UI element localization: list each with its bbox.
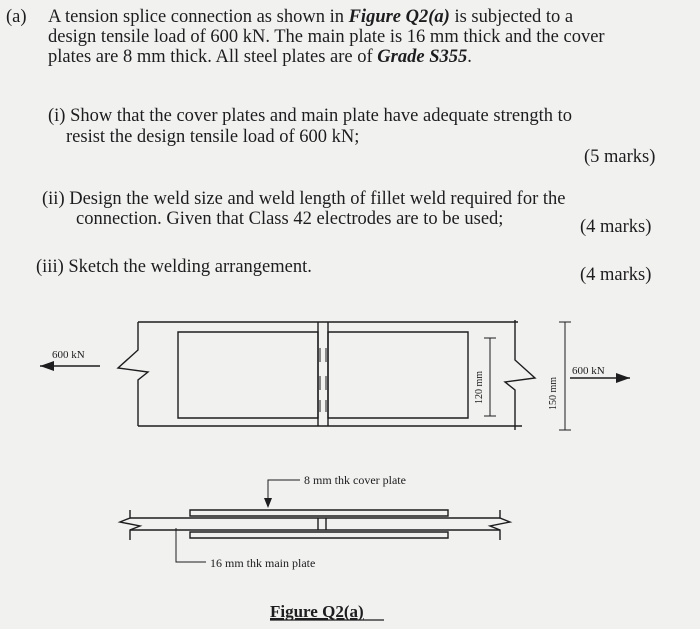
subpart-i-line-1: (i) Show that the cover plates and main plate have adequate strength to	[48, 106, 572, 126]
main-plate-elevation	[130, 518, 500, 530]
question-line-2: design tensile load of 600 kN. The main plate is 16 mm thick and the cover	[48, 27, 605, 47]
question-line-1-text: A tension splice connection as shown in	[48, 7, 349, 27]
left-cover-plate-outline	[178, 332, 318, 418]
dim-inner-line	[484, 338, 496, 416]
subpart-iii-line-1: (iii) Sketch the welding arrangement.	[36, 257, 312, 277]
subpart-ii-line-1: (ii) Design the weld size and weld length of fillet weld required for the	[42, 189, 566, 209]
subpart-ii-marks: (4 marks)	[580, 217, 652, 237]
dim-inner-label: 120 mm	[474, 370, 485, 404]
left-arrow-head	[40, 361, 54, 371]
right-cover-plate-outline	[328, 332, 468, 418]
subpart-iii-marks: (4 marks)	[580, 265, 652, 285]
left-main-plate-outline	[138, 322, 522, 426]
elevation-left-break	[120, 510, 140, 540]
question-line-1	[48, 6, 573, 28]
bottom-cover-plate	[190, 532, 448, 538]
cover-plate-label: 8 mm thk cover plate	[304, 473, 406, 487]
splice-diagram	[0, 300, 700, 629]
left-break-line	[118, 322, 148, 426]
top-cover-plate	[190, 510, 448, 516]
question-line-1-end: is subjected to a	[449, 7, 574, 27]
cover-plate-leader	[268, 480, 300, 506]
question-label: (a)	[6, 7, 27, 27]
main-plate-leader	[176, 528, 206, 562]
question-line-3-text: plates are 8 mm thick. All steel plates are of	[48, 47, 378, 67]
question-line-3-end: .	[467, 47, 472, 67]
subpart-i-marks: (5 marks)	[584, 147, 656, 167]
subpart-i-line-2: resist the design tensile load of 600 kN;	[66, 127, 360, 147]
elevation-gap	[318, 518, 326, 530]
load-left-label: 600 kN	[52, 349, 85, 361]
figure-reference: Figure Q2(a)	[348, 7, 450, 27]
subpart-ii-line-2: connection. Given that Class 42 electrodes are to be used;	[76, 209, 504, 229]
elevation-right-break	[490, 510, 510, 540]
figure-caption: Figure Q2(a)	[270, 602, 364, 621]
steel-grade: Grade S355	[377, 47, 468, 67]
right-break-line	[505, 320, 535, 430]
right-arrow-head	[616, 373, 630, 383]
dim-outer-label: 150 mm	[548, 376, 559, 410]
dim-outer-line	[559, 322, 571, 430]
question-line-3	[48, 46, 472, 68]
cover-leader-arrow	[264, 498, 272, 508]
main-plate-label: 16 mm thk main plate	[210, 556, 316, 570]
centre-weld-marks	[320, 348, 326, 412]
load-right-label: 600 kN	[572, 365, 605, 377]
